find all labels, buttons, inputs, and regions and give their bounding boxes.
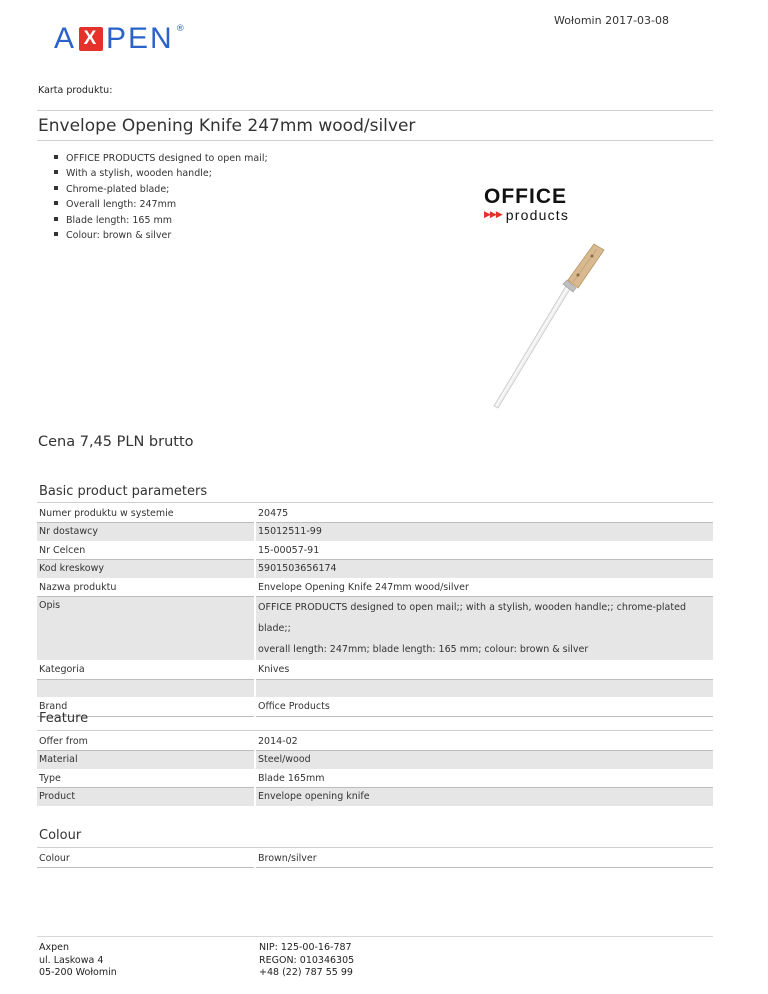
table-row: [37, 523, 713, 542]
price: Cena 7,45 PLN brutto: [38, 434, 194, 450]
param-value: 15012511-99: [256, 523, 713, 542]
feature-bullet-list: [54, 151, 268, 243]
section-title-basic: Basic product parameters: [39, 484, 208, 499]
description-line-1: OFFICE PRODUCTS designed to open mail;; with a stylish, wooden handle;; chrome-plated blade;;: [258, 602, 686, 634]
table-row: [37, 698, 713, 717]
table-row: [37, 769, 713, 788]
brand-logo-bottom: products: [505, 207, 570, 223]
param-key: Material: [37, 751, 254, 770]
feature-table: [37, 732, 713, 807]
param-value: [256, 597, 713, 661]
param-key: Product: [37, 788, 254, 807]
table-row: [37, 732, 713, 751]
divider: [37, 110, 713, 111]
table-row: [37, 788, 713, 807]
param-value: [256, 679, 713, 698]
param-key: Nr dostawcy: [37, 523, 254, 542]
param-key: Kod kreskowy: [37, 560, 254, 579]
footer-phone: +48 (22) 787 55 99: [259, 967, 353, 978]
param-value: Envelope Opening Knife 247mm wood/silver: [256, 578, 713, 597]
divider: [37, 140, 713, 141]
footer-divider: [37, 936, 713, 937]
param-value: Brown/silver: [256, 849, 713, 868]
footer-company: Axpen: [39, 942, 70, 953]
card-label: Karta produktu:: [38, 85, 113, 96]
divider: [37, 847, 713, 848]
param-key: Brand: [37, 698, 254, 717]
logo-text-a: A: [54, 22, 77, 55]
divider: [37, 730, 713, 731]
table-row: [37, 504, 713, 523]
colour-table: [37, 849, 713, 868]
footer-street: ul. Laskowa 4: [39, 954, 104, 966]
param-value: Envelope opening knife: [256, 788, 713, 807]
document-date: Wołomin 2017-03-08: [554, 14, 669, 27]
bullet-item: Overall length: 247mm: [54, 197, 268, 212]
param-value: Knives: [256, 661, 713, 680]
table-row: [37, 578, 713, 597]
param-value: Blade 165mm: [256, 769, 713, 788]
axpen-logo: [54, 22, 185, 56]
param-key: Nazwa produktu: [37, 578, 254, 597]
basic-parameters-table: [37, 504, 713, 717]
table-row: [37, 541, 713, 560]
section-title-colour: Colour: [39, 828, 82, 843]
table-row: [37, 679, 713, 698]
param-key: Kategoria: [37, 661, 254, 680]
brand-logo-top: OFFICE: [484, 185, 567, 208]
table-row: [37, 751, 713, 770]
param-key: Colour: [37, 849, 254, 868]
table-row: [37, 849, 713, 868]
bullet-item: Chrome-plated blade;: [54, 182, 268, 197]
brand-logo-arrows: ▶▶▶: [484, 210, 502, 220]
logo-text-pen: PEN: [106, 22, 174, 55]
param-value: Office Products: [256, 698, 713, 717]
footer-city: 05-200 Wołomin: [39, 967, 117, 978]
bullet-item: With a stylish, wooden handle;: [54, 166, 268, 181]
table-row: [37, 560, 713, 579]
param-key: Type: [37, 769, 254, 788]
param-value: 15-00057-91: [256, 541, 713, 560]
bullet-item: OFFICE PRODUCTS designed to open mail;: [54, 151, 268, 166]
registered-mark: ®: [175, 24, 185, 34]
footer-company-ids: [259, 942, 354, 980]
letter-opener-image: [488, 238, 610, 418]
param-key: [37, 679, 254, 698]
footer-address: [39, 942, 117, 980]
logo-x-mark: X: [79, 27, 103, 51]
product-title: Envelope Opening Knife 247mm wood/silver: [38, 116, 416, 136]
param-value: 20475: [256, 504, 713, 523]
param-value: Steel/wood: [256, 751, 713, 770]
section-title-feature: Feature: [39, 711, 89, 726]
param-key: Opis: [37, 597, 254, 661]
table-row: [37, 597, 713, 661]
bullet-item: Blade length: 165 mm: [54, 213, 268, 228]
param-value: 5901503656174: [256, 560, 713, 579]
description-line-2: overall length: 247mm; blade length: 165 mm; colour: brown & silver: [258, 644, 589, 655]
divider: [37, 502, 713, 503]
param-value: 2014-02: [256, 732, 713, 751]
office-products-logo: [484, 187, 614, 222]
footer-nip: NIP: 125-00-16-787: [259, 942, 352, 953]
param-key: Numer produktu w systemie: [37, 504, 254, 523]
param-key: Nr Celcen: [37, 541, 254, 560]
bullet-item: Colour: brown & silver: [54, 228, 268, 243]
param-key: Offer from: [37, 732, 254, 751]
table-row: [37, 661, 713, 680]
footer-regon: REGON: 010346305: [259, 954, 355, 966]
